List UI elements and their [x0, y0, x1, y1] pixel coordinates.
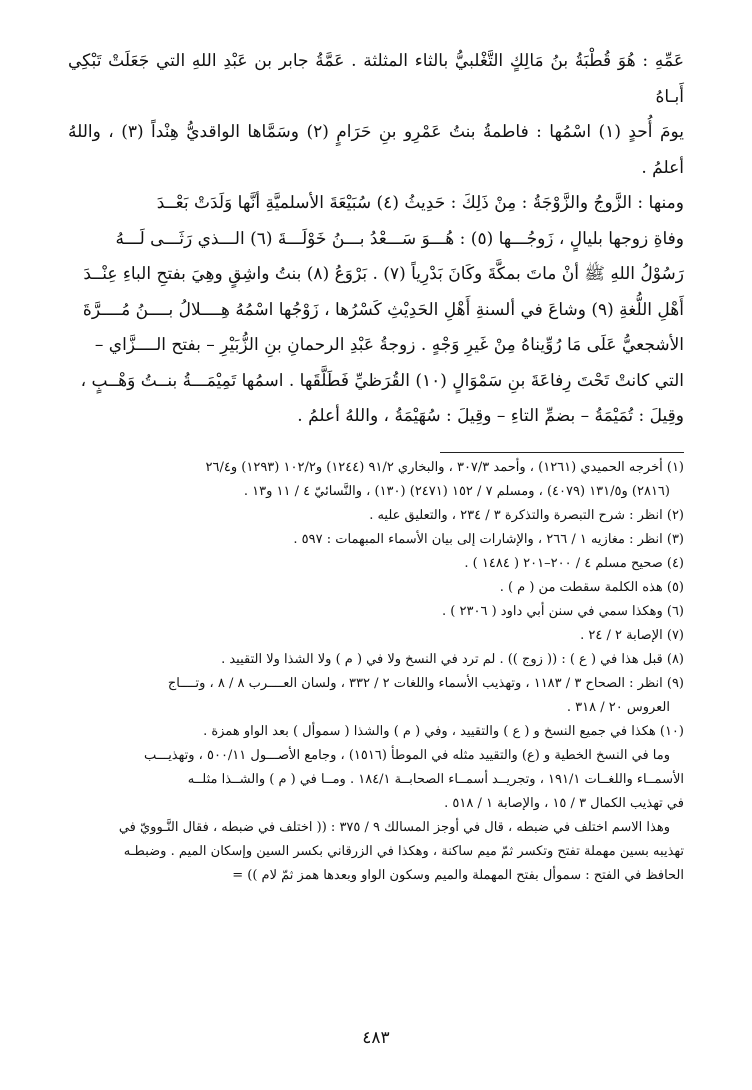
footnote-line: وما في النسخ الخطية و (ع) والتقييد مثله في الموطأ (١٥١٦) ، وجامع الأصـــول ٥٠٠/١١ ، وتهذيـــب [144, 748, 670, 763]
main-text-line: يومَ أُحدٍ (١) اسْمُها : فاطمةُ بنتُ عَمْرِو بنِ حَرَامٍ (٢) وسَمَّاها الواقديُّ هِنْداً (٣) ، واللهُ أعلمُ . [68, 122, 684, 178]
main-text-line: أَهْلِ اللُّغةِ (٩) وشاعَ في ألسنةِ أَهْلِ الحَدِيْثِ كَسْرُها ، زَوْجُها اسْمُهُ هِــــلالُ بــــنُ مُــــرَّةَ [82, 299, 684, 320]
main-text-line: التي كانتْ تَحْتَ رِفاعَةَ بنِ سَمْوَالٍ (١٠) القُرَظيِّ فَطَلَّقَها . اسمُها تَمِيْمَـــةُ بنــتُ وَهْــبٍ ، [80, 370, 684, 391]
footnotes [66, 456, 684, 888]
footnote-line: الحافظ في الفتح : سموأل بفتح المهملة والميم وسكون الواو وبعدها همز ثمّ لام )) = [232, 868, 684, 883]
footnote-line: الأسمــاء واللغــات ١٩١/١ ، وتجريــد أسمــاء الصحابــة ١٨٤/١ . ومــا في ( م ) والشــذا مثلــه [187, 772, 684, 787]
main-text-line: عَمِّهِ : هُوَ قُطْبَةُ بنُ مَالِكٍ التَّغْلبيُّ بالثاء المثلثة . عَمَّةُ جابر بن عَبْدِ اللهِ التي جَعَلَتْ تَبْكِي أَبـاهُ [68, 51, 684, 107]
page-number: ٤٨٣ [362, 1028, 390, 1048]
footnote-line: (٢) انظر : شرح التبصرة والتذكرة ٣ / ٢٣٤ ، والتعليق عليه . [369, 508, 684, 523]
footnote-line: (٣) انظر : مغازيه ١ / ٢٦٦ ، والإشارات إلى بيان الأسماء المبهمات : ٥٩٧ . [293, 532, 684, 547]
footnote-line: تهذيبه بسين مهملة تفتح وتكسر ثمّ ميم ساكنة ، وهكذا في الزرقاني بكسر السين وإسكان الميم . وضبطـه [123, 844, 684, 859]
main-text-line: الأشجعيُّ عَلَى مَا رُوِّيناهُ مِنْ غَيرِ وَجْهٍ . زوجةُ عَبْدِ الرحمانِ بنِ الزُّبَيْرِ – بفتح الــــزَّاي – [94, 335, 684, 355]
main-text-line: وفاةِ زوجها بليالٍ ، زَوجُـــها (٥) : هُـــوَ سَـــعْدُ بـــنُ خَوْلَـــةَ (٦) الـــذي رَثَـــى لَـــهُ [115, 228, 684, 249]
footnote-line: (٤) صحيح مسلم ٤ / ٢٠٠–٢٠١ ( ١٤٨٤ ) . [464, 556, 684, 571]
footnote-line: (٦) وهكذا سمي في سنن أبي داود ( ٢٣٠٦ ) . [442, 604, 684, 619]
main-text-line: وقِيلَ : تُمَيْمَةُ – بضمِّ التاءِ – وقِيلَ : سُهَيْمَةُ ، واللهُ أعلمُ . [297, 406, 684, 426]
main-text-line: ومنها : الزَّوجُ والزَّوْجَةُ : مِنْ ذَلِكَ : حَدِيثُ (٤) سُبَيْعَةَ الأسلميَّةِ أنَّها وَلَدَتْ بَعْــدَ [156, 193, 684, 213]
footnote-line: (١) أخرجه الحميدي (١٢٦١) ، وأحمد ٣٠٧/٣ ، والبخاري ٩١/٢ (١٢٤٤) و١٠٢/٢ (١٢٩٣) و٢٦/٤ [205, 460, 684, 475]
footnote-separator [440, 452, 684, 453]
footnote-line: (٢٨١٦) و١٣١/٥ (٤٠٧٩) ، ومسلم ٧ / ١٥٢ (٢٤٧١) (١٣٠) ، والنَّسائيّ ٤ / ١١ و١٣ . [243, 484, 670, 499]
footnote-line: (١٠) هكذا في جميع النسخ و ( ع ) والتقييد ، وفي ( م ) والشذا ( سموأل ) بعد الواو همزة . [203, 724, 684, 739]
footnote-line: (٨) قبل هذا في ( ع ) : (( زوج )) . لم ترد في النسخ ولا في ( م ) ولا الشذا ولا التقييد . [221, 652, 684, 667]
footnote-line: (٧) الإصابة ٢ / ٢٤ . [580, 628, 684, 643]
footnote-line: (٩) انظر : الصحاح ٣ / ١١٨٣ ، وتهذيب الأسماء واللغات ٢ / ٣٣٢ ، ولسان العــــرب ٨ / ٨ ، وتــــاج [167, 676, 684, 691]
footnote-line: في تهذيب الكمال ٣ / ١٥ ، والإصابة ١ / ٥١٨ . [444, 796, 684, 811]
footnote-line: العروس ٢٠ / ٣١٨ . [566, 700, 670, 715]
footnote-line: وهذا الاسم اختلف في ضبطه ، قال في أوجز المسالك ٩ / ٣٧٥ : (( اختلف في ضبطه ، فقال النَّـوويّ في [118, 820, 670, 835]
main-text [68, 44, 684, 435]
main-text-line: رَسُوْلُ اللهِ ﷺ أنْ ماتَ بمكَّةَ وكَانَ بَدْرِياً (٧) . بَرْوَعُ (٨) بنتُ واشِقٍ وهِيَ بفتحِ الباءِ عِنْــدَ [83, 264, 684, 284]
footnote-line: (٥) هذه الكلمة سقطت من ( م ) . [499, 580, 684, 595]
